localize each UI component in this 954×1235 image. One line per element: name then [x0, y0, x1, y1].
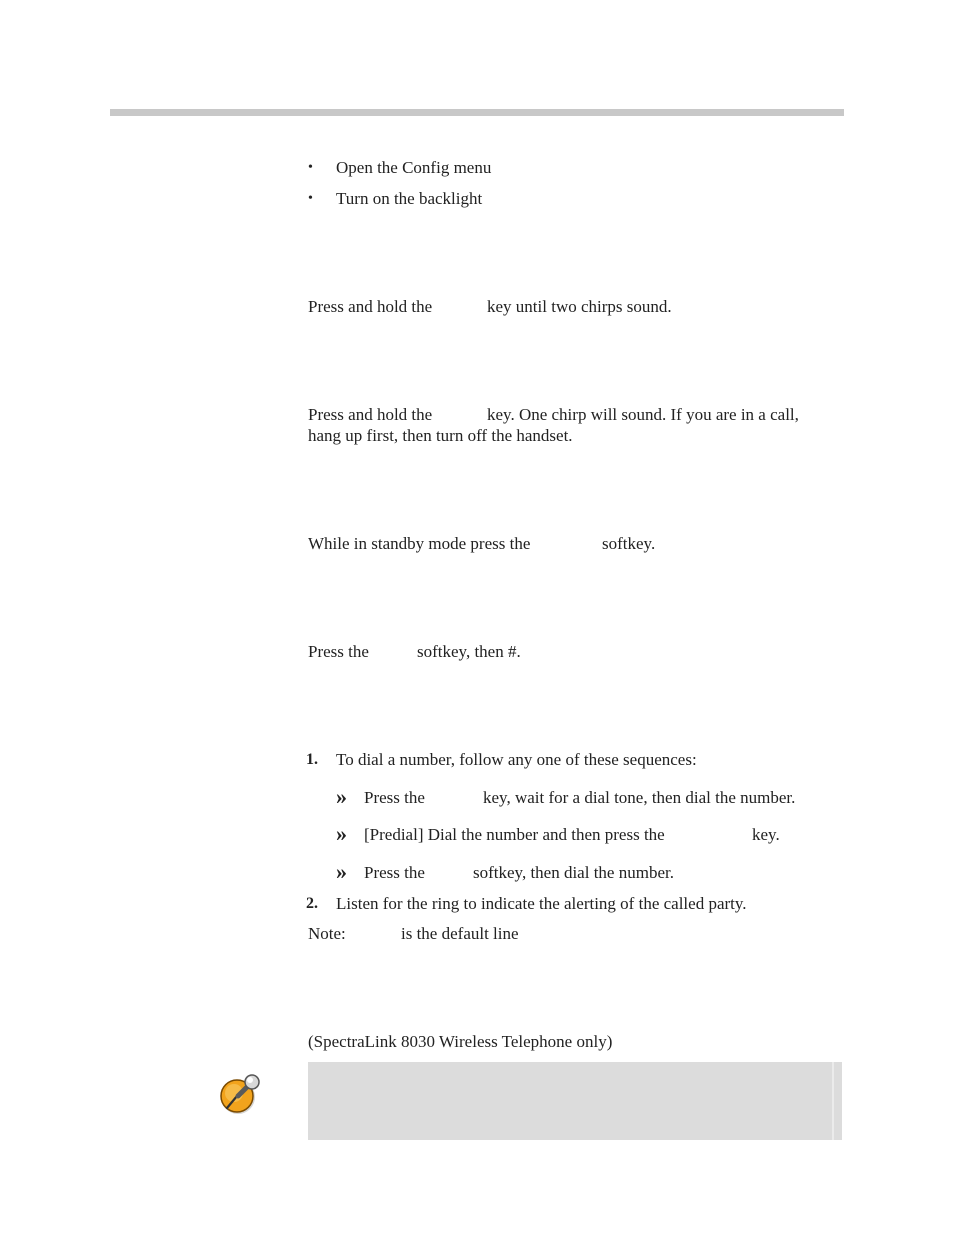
model-note: (SpectraLink 8030 Wireless Telephone only) — [308, 1032, 613, 1051]
substep-text-before: Press the — [364, 788, 425, 807]
power-off-text-before: Press and hold the — [308, 405, 433, 424]
press-hash-text-after: softkey, then #. — [417, 642, 521, 661]
note-text: is the default line — [401, 924, 519, 943]
step-text: To dial a number, follow any one of these sequences: — [336, 750, 697, 769]
substep-chevron: » — [336, 859, 347, 884]
substep-chevron: » — [336, 821, 347, 846]
note-label: Note: — [308, 924, 346, 943]
bullet-symbol: • — [308, 160, 313, 175]
power-off-text-line2: hang up first, then turn off the handset. — [308, 426, 573, 445]
step-number: 1. — [306, 751, 318, 768]
bullet-open-config: Open the Config menu — [336, 158, 492, 177]
bullet-symbol: • — [308, 191, 313, 206]
note-box-edge — [832, 1062, 834, 1140]
note-box — [308, 1062, 842, 1140]
step-text: Listen for the ring to indicate the alerting of the called party. — [336, 894, 747, 913]
substep-text-after: softkey, then dial the number. — [473, 863, 674, 882]
power-on-text-after: key until two chirps sound. — [487, 297, 672, 316]
standby-text-before: While in standby mode press the — [308, 534, 531, 553]
power-off-text-after: key. One chirp will sound. If you are in a call, — [487, 405, 799, 424]
substep-text-before: Press the — [364, 863, 425, 882]
power-on-text-before: Press and hold the — [308, 297, 433, 316]
pushpin-note-icon — [218, 1072, 264, 1118]
header-rule — [110, 109, 844, 116]
bullet-backlight: Turn on the backlight — [336, 189, 483, 208]
substep-text-after: key. — [752, 825, 780, 844]
press-hash-text-before: Press the — [308, 642, 369, 661]
step-number: 2. — [306, 895, 318, 912]
substep-text-before: [Predial] Dial the number and then press the — [364, 825, 665, 844]
substep-text-after: key, wait for a dial tone, then dial the number. — [483, 788, 796, 807]
substep-chevron: » — [336, 784, 347, 809]
standby-text-after: softkey. — [602, 534, 656, 553]
